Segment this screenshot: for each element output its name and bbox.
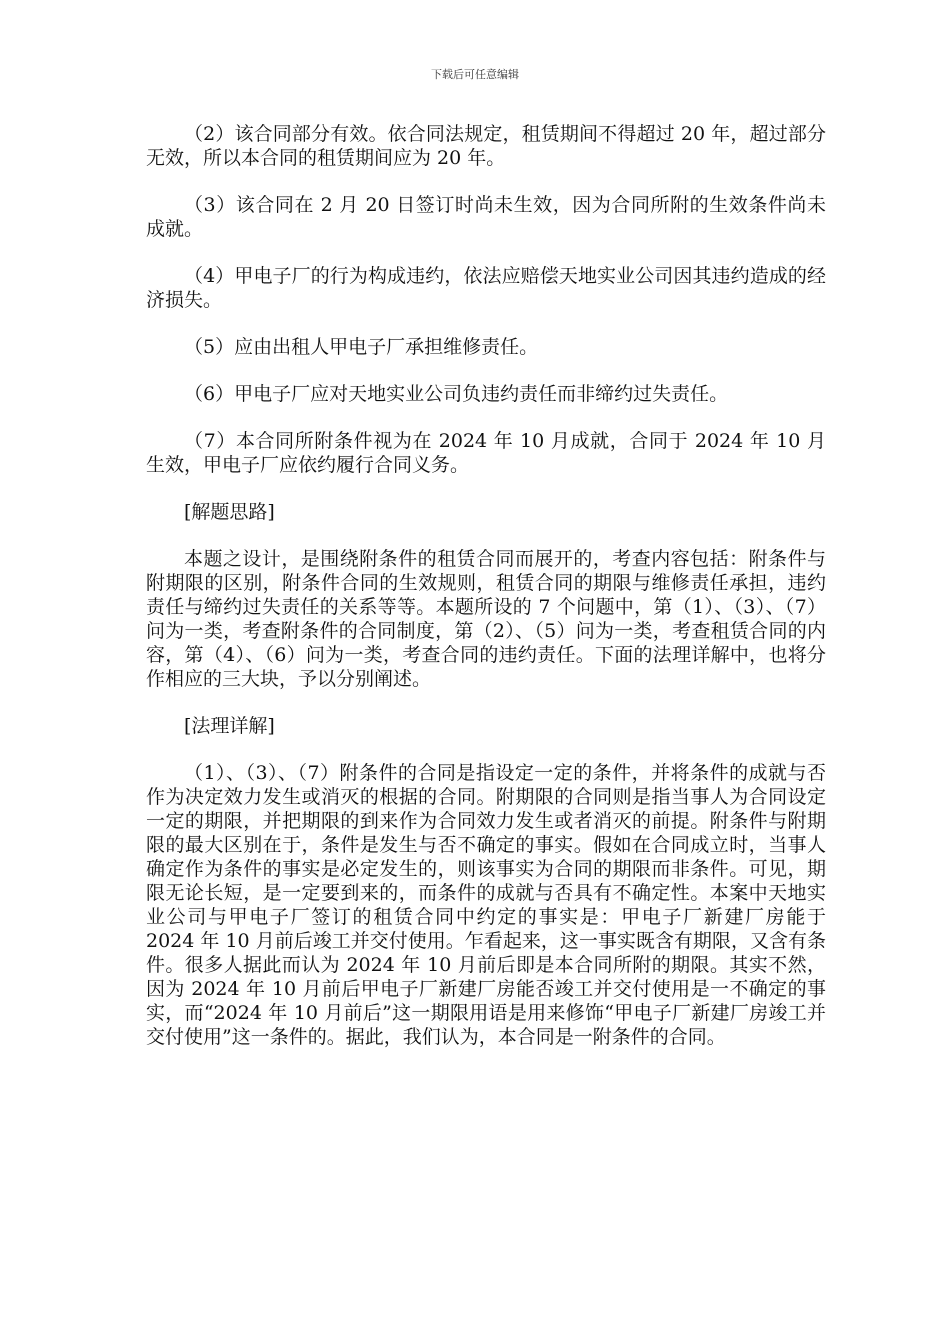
section-heading-approach: [解题思路]	[184, 501, 275, 523]
document-body	[146, 122, 826, 1072]
answer-5: （5）应由出租人甲电子厂承担维修责任。	[184, 336, 539, 358]
legal-analysis-paragraph: （1）、（3）、（7）附条件的合同是指设定一定的条件，并将条件的成就与否作为决定效力发生或消灭的根据的合同。附期限的合同则是指当事人为合同设定一定的期限，并把期限的到来作为合同效力发生或者消灭的前提。附条件与附期限的最大区别在于，条件是发生与否不确定的事实。假如在合同成立时，当事人确定作为条件的事实是必定发生的，则该事实为合同的期限而非条件。可见，期限无论长短，是一定要到来的，而条件的成就与否具有不确定性。本案中天地实业公司与甲电子厂签订的租赁合同中约定的事实是：甲电子厂新建厂房能于 2024 年 10 月前后竣工并交付使用。乍看起来，这一事实既含有期限，又含有条件。很多人据此而认为 2024 年 10 月前后即是本合同所附的期限。其实不然，因为 2024 年 10 月前后甲电子厂新建厂房能否竣工并交付使用是一不确定的事实，而“2024 年 10 月前后”这一期限用语是用来修饰“甲电子厂新建厂房竣工并交付使用”这一条件的。据此，我们认为，本合同是一附条件的合同。	[146, 762, 826, 1048]
answer-3: （3）该合同在 2 月 20 日签订时尚未生效，因为合同所附的生效条件尚未成就。	[146, 194, 826, 240]
approach-paragraph: 本题之设计，是围绕附条件的租赁合同而展开的，考查内容包括：附条件与附期限的区别，附条件合同的生效规则，租赁合同的期限与维修责任承担，违约责任与缔约过失责任的关系等等。本题所设的 7 个问题中，第（1）、（3）、（7）问为一类，考查附条件的合同制度，第（2）、（5）问为一类，考查租赁合同的内容，第（4）、（6）问为一类，考查合同的违约责任。下面的法理详解中，也将分作相应的三大块，予以分别阐述。	[146, 548, 826, 690]
answer-6: （6）甲电子厂应对天地实业公司负违约责任而非缔约过失责任。	[184, 383, 729, 405]
answer-4: （4）甲电子厂的行为构成违约，依法应赔偿天地实业公司因其违约造成的经济损失。	[146, 265, 826, 311]
answer-7: （7）本合同所附条件视为在 2024 年 10 月成就，合同于 2024 年 10 月生效，甲电子厂应依约履行合同义务。	[146, 430, 826, 476]
page-header-note: 下载后可任意编辑	[431, 68, 519, 81]
section-heading-legal-analysis: [法理详解]	[184, 715, 275, 737]
answer-2: （2）该合同部分有效。依合同法规定，租赁期间不得超过 20 年，超过部分无效，所以本合同的租赁期间应为 20 年。	[146, 123, 826, 169]
